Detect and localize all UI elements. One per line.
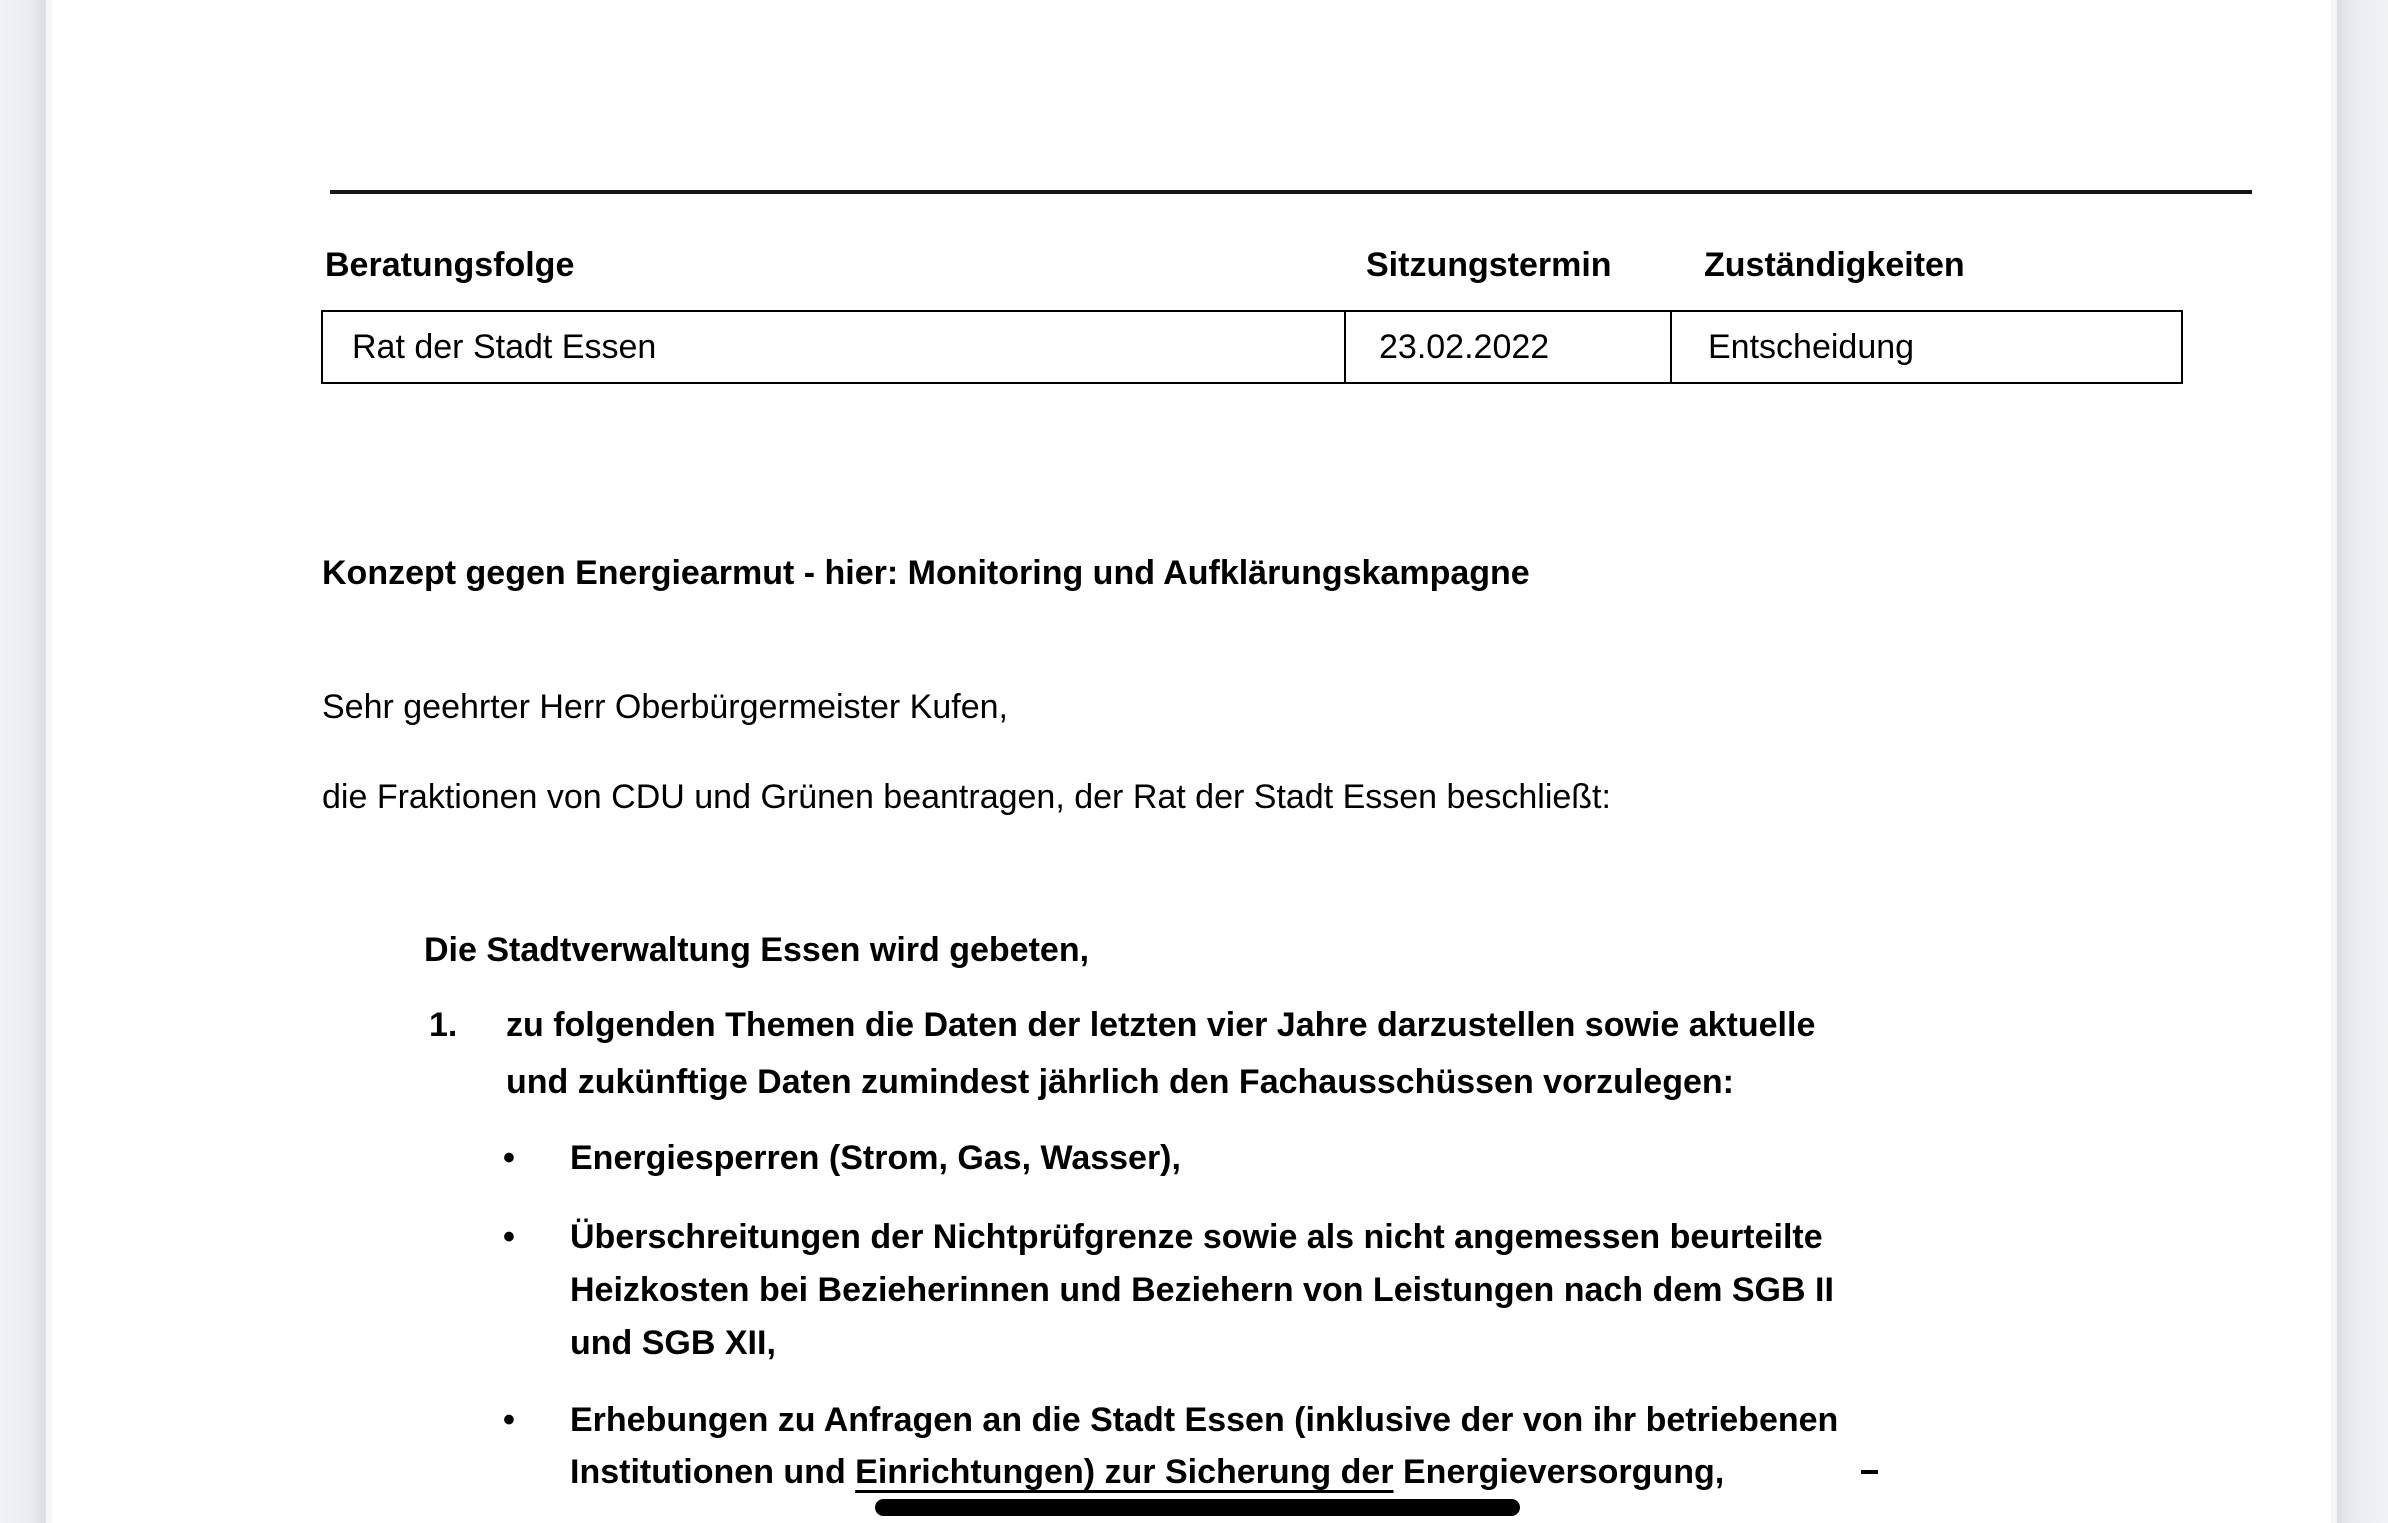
bullet-3-line-1: Erhebungen zu Anfragen an die Stadt Essen (inklusive der von ihr betriebenen: [570, 1401, 1839, 1439]
table-header-beratungsfolge: Beratungsfolge: [325, 246, 575, 284]
table-cell-gremium: Rat der Stadt Essen: [352, 327, 657, 366]
bullet-icon: •: [503, 1401, 515, 1439]
document-title: Konzept gegen Energiearmut - hier: Monitoring und Aufklärungskampagne: [322, 554, 1530, 592]
table-header-zustaendigkeiten: Zuständigkeiten: [1704, 246, 1965, 284]
viewer-margin-left: [0, 0, 46, 1523]
list-item-number: 1.: [429, 1006, 458, 1044]
page-edge-right: [2331, 0, 2337, 1523]
consultation-table: [321, 310, 2183, 384]
salutation-line: Sehr geehrter Herr Oberbürgermeister Kufen,: [322, 688, 1008, 726]
bullet-3-line-2-post: Energieversorgung,: [1393, 1453, 1725, 1491]
table-cell-entscheidung: Entscheidung: [1670, 312, 2181, 382]
header-divider-rule: [330, 190, 2252, 194]
bullet-1-text: Energiesperren (Strom, Gas, Wasser),: [570, 1139, 1181, 1177]
bullet-3-line-2: [570, 1451, 1724, 1493]
list-item-line-2: und zukünftige Daten zumindest jährlich den Fachausschüssen vorzulegen:: [506, 1063, 1734, 1101]
table-header-sitzungstermin: Sitzungstermin: [1366, 246, 1612, 284]
viewer-margin-right: [2337, 0, 2388, 1523]
bullet-3-line-2-underlined: Einrichtungen) zur Sicherung der: [855, 1453, 1394, 1491]
intro-line: die Fraktionen von CDU und Grünen beantragen, der Rat der Stadt Essen beschließt:: [322, 778, 1611, 816]
list-item-line-1: zu folgenden Themen die Daten der letzten vier Jahre darzustellen sowie aktuelle: [506, 1006, 1816, 1044]
request-heading: Die Stadtverwaltung Essen wird gebeten,: [424, 931, 1090, 969]
bullet-3-line-2-pre: Institutionen und: [570, 1453, 856, 1491]
bullet-icon: •: [503, 1218, 515, 1256]
comma-overstrike-mark: [1861, 1470, 1878, 1474]
table-cell-date: 23.02.2022: [1344, 312, 1670, 382]
bullet-2-line-3: und SGB XII,: [570, 1324, 776, 1362]
home-indicator-bar[interactable]: [875, 1499, 1520, 1516]
bullet-icon: •: [503, 1139, 515, 1177]
bullet-2-line-1: Überschreitungen der Nichtprüfgrenze sowie als nicht angemessen beurteilte: [570, 1218, 1823, 1256]
bullet-2-line-2: Heizkosten bei Bezieherinnen und Beziehern von Leistungen nach dem SGB II: [570, 1271, 1834, 1309]
page-edge-left: [46, 0, 52, 1523]
